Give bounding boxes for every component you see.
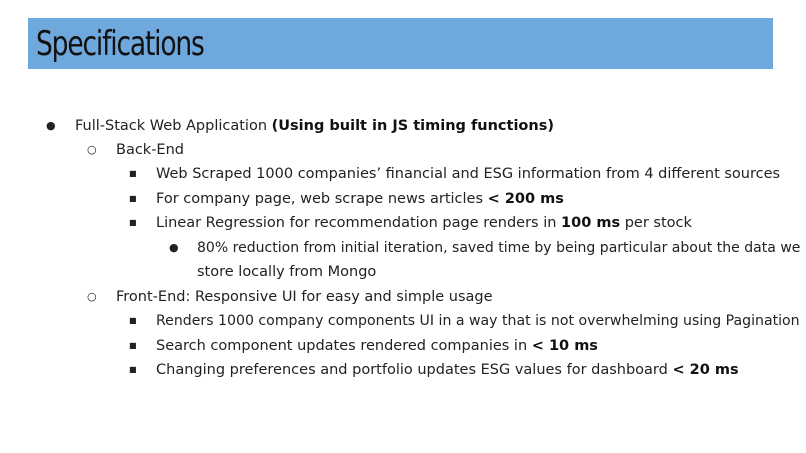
- square-bullet-icon: ■: [129, 341, 137, 350]
- item-after-text: per stock: [620, 215, 692, 231]
- list-item-fullstack: [75, 116, 554, 136]
- square-bullet-icon: ■: [129, 194, 137, 203]
- item-bold-text: < 200 ms: [487, 191, 564, 207]
- item-text: Changing preferences and portfolio updates ESG values for dashboard: [156, 362, 673, 378]
- item-text: Search component updates rendered companies in: [156, 338, 532, 354]
- square-bullet-icon: ■: [129, 169, 137, 178]
- circle-bullet-icon: ○: [87, 143, 97, 156]
- item-text: Linear Regression for recommendation page renders in: [156, 215, 562, 231]
- list-item-linear-regression: [156, 213, 692, 233]
- item-text: For company page, web scrape news articles: [156, 191, 488, 207]
- list-item-frontend: [116, 287, 493, 307]
- list-item-reduction-cont: [197, 262, 376, 282]
- item-text: Web Scraped 1000 companies’ financial and ESG information from 4 different sources: [156, 166, 781, 182]
- item-bold-text: (Using built in JS timing functions): [271, 118, 554, 134]
- item-bold-text: < 10 ms: [531, 338, 598, 354]
- item-bold-text: 100 ms: [561, 215, 621, 231]
- square-bullet-icon: ■: [129, 316, 137, 325]
- list-item-web-scraped: [156, 164, 780, 184]
- slide-title: Specifications: [36, 24, 204, 64]
- item-text: Back-End: [116, 142, 184, 158]
- square-bullet-icon: ■: [129, 218, 137, 227]
- list-item-company-page: [156, 189, 564, 209]
- title-bar: [28, 18, 773, 69]
- item-text: store locally from Mongo: [197, 264, 377, 280]
- list-item-preferences: [156, 360, 739, 380]
- item-text: Full-Stack Web Application: [75, 118, 272, 134]
- item-bold-text: < 20 ms: [672, 362, 739, 378]
- square-bullet-icon: ■: [129, 365, 137, 374]
- list-item-search: [156, 336, 598, 356]
- list-item-renders: [156, 311, 800, 331]
- disc-bullet-icon: ●: [169, 241, 179, 254]
- item-text: Renders 1000 company components UI in a way that is not overwhelming using Pagination: [156, 313, 800, 329]
- item-text: 80% reduction from initial iteration, saved time by being particular about the data we: [197, 240, 801, 256]
- list-item-reduction: [197, 238, 800, 258]
- item-text: Front-End: Responsive UI for easy and simple usage: [116, 289, 493, 305]
- circle-bullet-icon: ○: [87, 290, 97, 303]
- disc-bullet-icon: ●: [46, 119, 56, 132]
- list-item-backend: [116, 140, 184, 160]
